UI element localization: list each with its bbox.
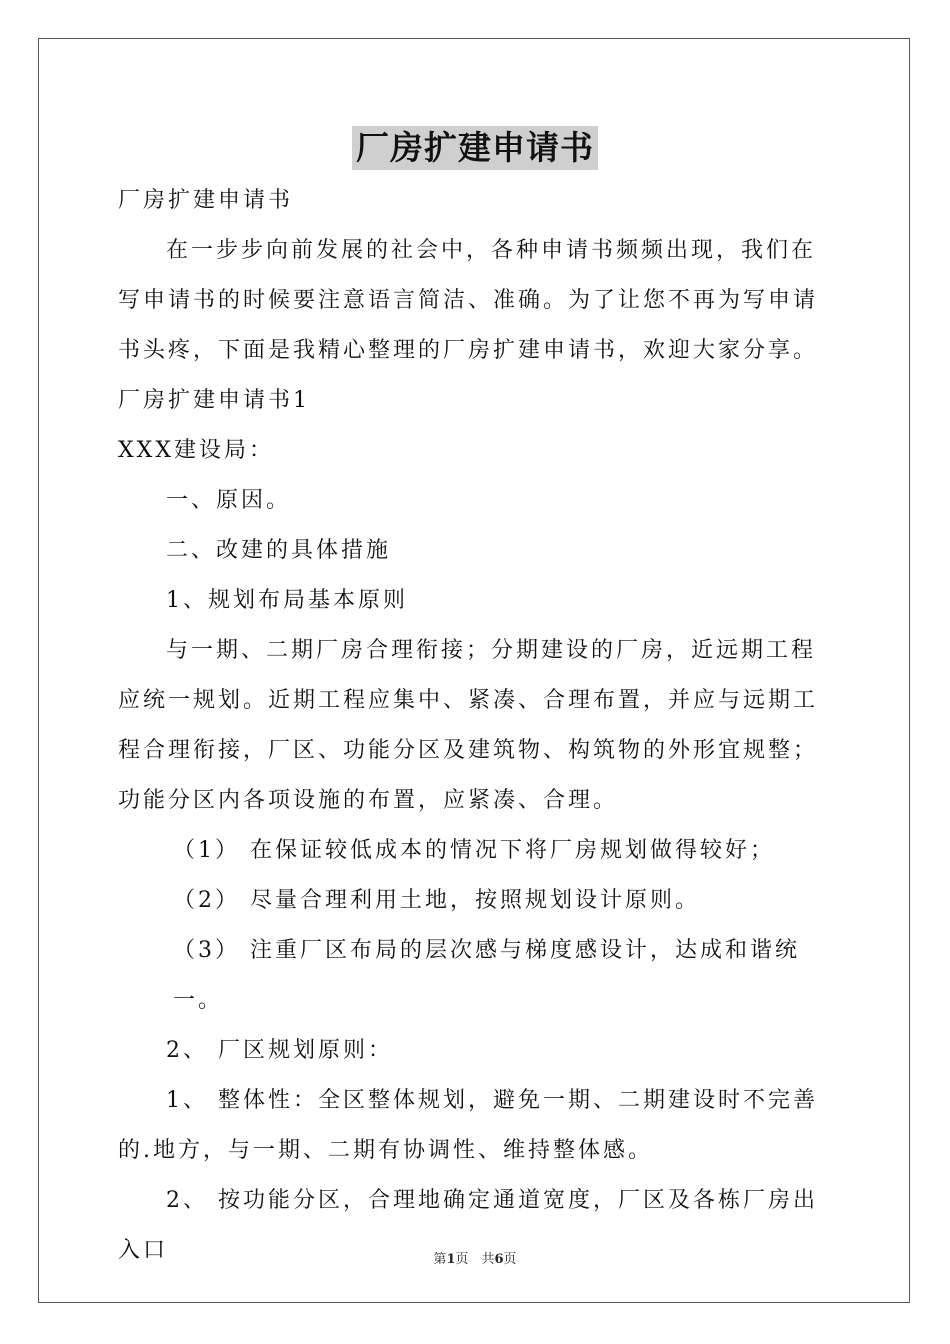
current-page-number: 1	[446, 1252, 456, 1267]
item-plant-principle: 2、 厂区规划原则：	[166, 1038, 393, 1063]
document-body	[118, 176, 838, 1276]
section-heading: 厂房扩建申请书1	[118, 388, 310, 413]
list-item: （1） 在保证较低成本的情况下将厂房规划做得较好；	[173, 838, 775, 863]
subtitle-line: 厂房扩建申请书	[118, 188, 294, 213]
list-item: （3） 注重厂区布局的层次感与梯度感设计，达成和谐统一。	[173, 938, 800, 1013]
document-title-wrapper	[0, 126, 950, 170]
page-footer	[0, 1248, 950, 1267]
addressee: XXX建设局：	[118, 438, 274, 463]
total-page-count: 6	[494, 1252, 504, 1267]
intro-paragraph: 在一步步向前发展的社会中，各种申请书频频出现，我们在写申请书的时候要注意语言简洁、准确。为了让您不再为写申请书头疼，下面是我精心整理的厂房扩建申请书，欢迎大家分享。	[118, 238, 819, 363]
item-measures: 二、改建的具体措施	[166, 538, 392, 563]
item-reason: 一、原因。	[166, 488, 292, 513]
footer-suffix: 页	[503, 1252, 517, 1267]
footer-mid: 页 共	[455, 1252, 495, 1267]
list-item: （2） 尽量合理利用土地，按照规划设计原则。	[173, 888, 700, 913]
layout-paragraph: 与一期、二期厂房合理衔接；分期建设的厂房，近远期工程应统一规划。近期工程应集中、紧凑、合理布置，并应与远期工程合理衔接，厂区、功能分区及建筑物、构筑物的外形宜规整；功能分区内各项设施的布置，应紧凑、合理。	[118, 638, 819, 813]
document-title: 厂房扩建申请书	[352, 126, 598, 170]
item-layout-principle: 1、规划布局基本原则	[166, 588, 408, 613]
footer-prefix: 第	[433, 1252, 447, 1267]
principle-paragraph: 2、 按功能分区，合理地确定通道宽度，厂区及各栋厂房出入口	[118, 1188, 818, 1263]
principle-paragraph: 1、 整体性：全区整体规划，避免一期、二期建设时不完善的.地方，与一期、二期有协调性、维持整体感。	[118, 1088, 818, 1163]
